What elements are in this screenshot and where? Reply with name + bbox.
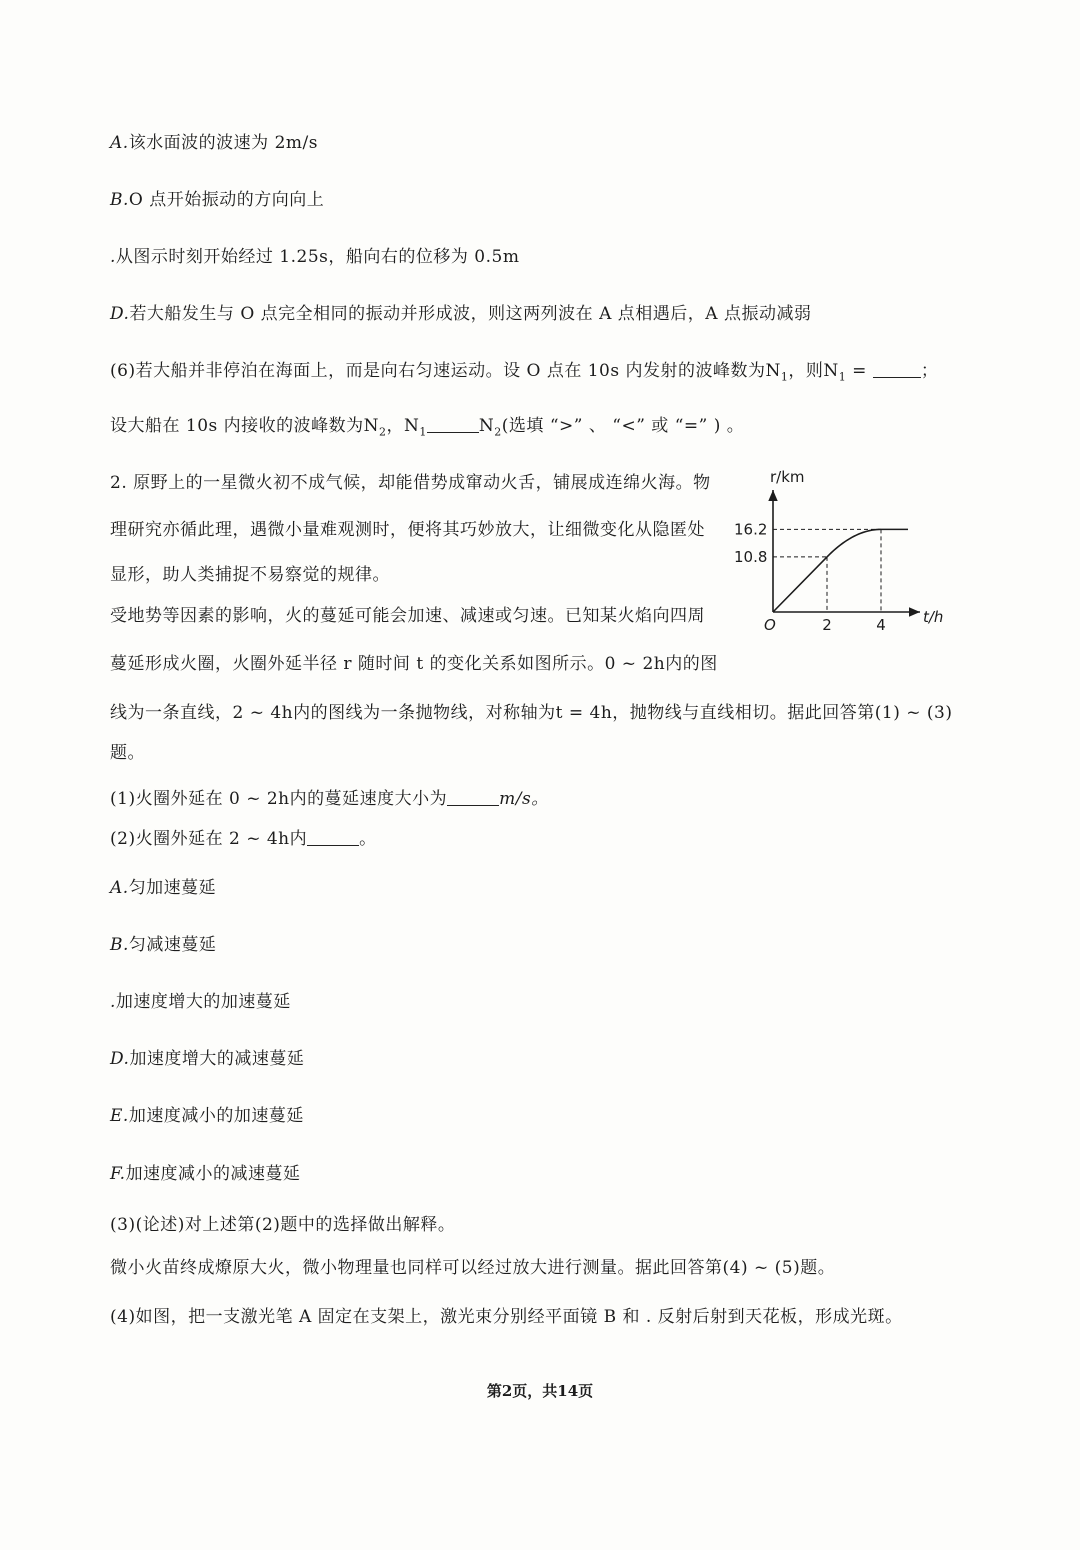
q2-bridge: 微小火苗终成燎原大火，微小物理量也同样可以经过放大进行测量。据此回答第(4) ~ (5)题。 (110, 1258, 836, 1278)
x-tick-label: 2 (822, 616, 832, 634)
q2-intro-line5: 蔓延形成火圈，火圈外延半径 r 随时间 t 的变化关系如图所示。0 ~ 2h内的图 (110, 654, 718, 674)
q2-sub4: (4)如图，把一支激光笔 A 固定在支架上，激光束分别经平面镜 B 和 . 反射后射到天花板，形成光斑。 (110, 1307, 903, 1327)
question-6-line2: 设大船在 10s 内接收的波峰数为$N_2$，$N_1$ $N_2$(选填 “>” 、 “<” 或 “=” ) 。 (110, 416, 745, 439)
answer-blank-n1[interactable] (873, 361, 921, 378)
q2-option-d: D.加速度增大的减速蔓延 (110, 1049, 305, 1069)
y-axis-label: r/km (770, 468, 805, 486)
answer-blank-compare[interactable] (427, 416, 479, 433)
q2-sub1: (1)火圈外延在 0 ~ 2h内的蔓延速度大小为 m/s。 (110, 789, 549, 809)
option-b: B.O 点开始振动的方向向上 (110, 190, 325, 210)
page-footer: 第2页，共14页 (486, 1382, 594, 1400)
y-tick-label: 10.8 (734, 547, 768, 566)
x-axis-label: t/h (923, 608, 944, 626)
answer-blank-motion[interactable] (307, 829, 359, 846)
x-tick-label: 4 (876, 616, 886, 634)
q2-intro-line7: 题。 (110, 743, 145, 763)
q2-option-a: A.匀加速蔓延 (110, 878, 217, 898)
question-6-line1: (6)若大船并非停泊在海面上，而是向右匀速运动。设 O 点在 10s 内发射的波峰数为$N_1$，则$N_1$ = ； (110, 361, 939, 384)
answer-blank-speed[interactable] (447, 789, 499, 806)
r-t-chart (730, 462, 960, 642)
y-tick-label: 16.2 (734, 520, 768, 539)
q2-intro-line4: 受地势等因素的影响，火的蔓延可能会加速、减速或匀速。已知某火焰向四周 (110, 606, 705, 626)
q2-sub3: (3)(论述)对上述第(2)题中的选择做出解释。 (110, 1215, 456, 1235)
q2-intro-line3: 显形，助人类捕捉不易察觉的规律。 (110, 565, 390, 585)
q2-intro-line6: 线为一条直线，2 ~ 4h内的图线为一条抛物线，对称轴为t = 4h，抛物线与直线相切。据此回答第(1) ~ (3) (110, 703, 953, 723)
q2-sub2: (2)火圈外延在 2 ~ 4h内 。 (110, 829, 377, 849)
q2-option-e: E.加速度减小的加速蔓延 (110, 1106, 304, 1126)
q2-intro-line2: 理研究亦循此理，遇微小量难观测时，便将其巧妙放大，让细微变化从隐匿处 (110, 520, 705, 540)
q2-option-c: .加速度增大的加速蔓延 (110, 992, 291, 1012)
option-c: .从图示时刻开始经过 1.25s，船向右的位移为 0.5m (110, 247, 520, 267)
origin-label: O (764, 616, 776, 634)
q2-intro-line1: 2. 原野上的一星微火初不成气候，却能借势成窜动火舌，铺展成连绵火海。物 (110, 473, 711, 493)
q2-option-f: F.加速度减小的减速蔓延 (110, 1164, 301, 1184)
option-a: A.该水面波的波速为 2m/s (110, 133, 318, 153)
r-t-curve (773, 529, 908, 612)
q2-option-b: B.匀减速蔓延 (110, 935, 217, 955)
option-d: D.若大船发生与 O 点完全相同的振动并形成波，则这两列波在 A 点相遇后，A 点振动减弱 (110, 304, 812, 324)
